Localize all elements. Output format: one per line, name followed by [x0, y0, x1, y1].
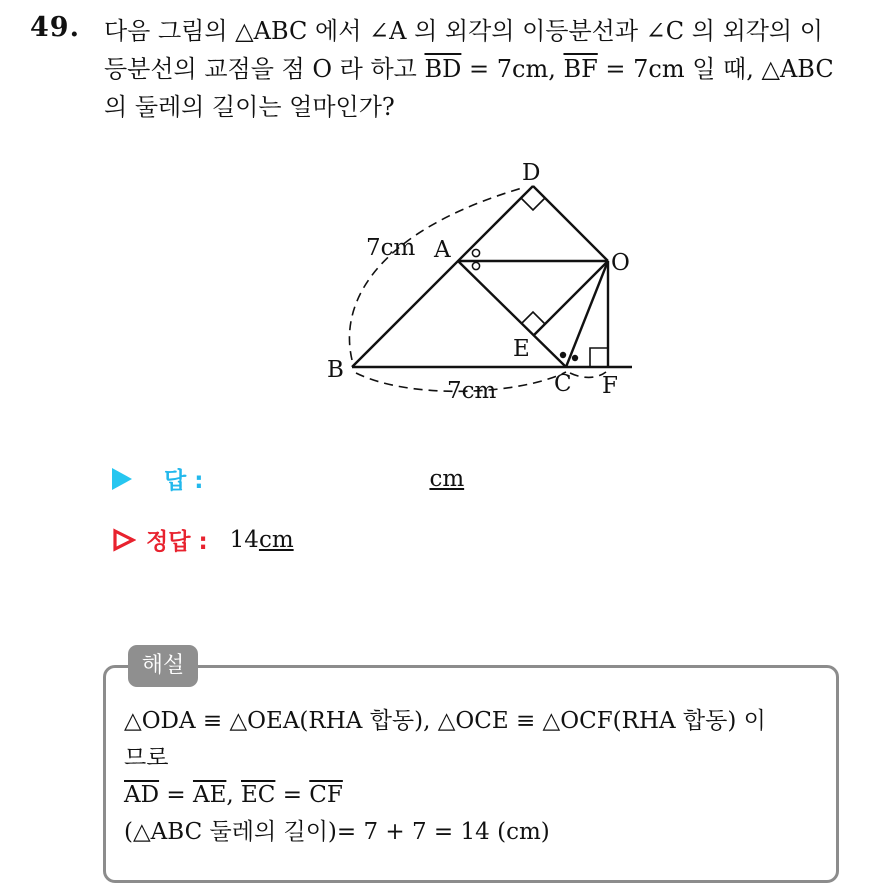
segment-ec: $\overline{EC}$ [241, 782, 276, 808]
segment-ae: $\overline{AE}$ [192, 782, 227, 808]
segment-ad: $\overline{AD}$ [124, 782, 160, 808]
question-number: 49. [30, 12, 80, 43]
label-len-bf: 7cm [447, 378, 497, 404]
label-b: B [327, 357, 344, 383]
line-ac [458, 261, 566, 367]
line-oc [566, 261, 608, 367]
solution-label: 정답 : [146, 529, 208, 555]
eq-ec-cf: = [275, 782, 310, 808]
triangle-lines [352, 186, 632, 367]
question-line-2-start: 등분선의 교점을 점 O 라 하고 [104, 55, 425, 83]
question-text [104, 12, 874, 126]
question-line-2 [104, 50, 874, 88]
line-do [533, 186, 608, 261]
explanation-line-4: (△ABC 둘레의 길이)= 7 + 7 = 14 (cm) [124, 819, 550, 845]
eq-bf: = 7cm 일 때, △ABC [597, 55, 834, 83]
solution-number: 14 [229, 526, 259, 553]
label-d: D [522, 160, 541, 186]
label-f: F [602, 373, 618, 399]
label-c: C [554, 371, 572, 397]
separator: , [226, 782, 241, 808]
label-e: E [513, 336, 530, 362]
explanation-line-1: △ODA ≡ △OEA(RHA 합동), △OCE ≡ △OCF(RHA 합동) 이 [124, 708, 766, 734]
question-line-3: 의 둘레의 길이는 얼마인가? [104, 93, 395, 121]
label-o: O [611, 250, 630, 276]
angle-circles [472, 249, 479, 269]
answer-row [112, 462, 464, 495]
eq-bd: = 7cm, [461, 55, 564, 83]
solution-unit: cm [258, 526, 294, 553]
explanation-text [124, 703, 766, 851]
segment-cf: $\overline{CF}$ [309, 782, 343, 808]
explanation-line-2: 므로 [124, 745, 169, 771]
segment-bd: $\overline{BD}$ [424, 55, 462, 83]
answer-input-blank[interactable]: cm [429, 465, 465, 492]
outline-arrow-icon [112, 528, 136, 552]
explanation-line-3 [124, 777, 766, 814]
play-arrow-icon [112, 468, 132, 490]
eq-ad-ae: = [159, 782, 193, 808]
label-a: A [434, 237, 451, 263]
right-angle-marks [521, 198, 608, 367]
solution-value [230, 527, 294, 553]
segment-bf: $\overline{BF}$ [563, 55, 598, 83]
answer-label: 답 : [164, 468, 204, 494]
geometry-figure [320, 150, 650, 410]
line-bd [352, 186, 533, 367]
line-oe [533, 261, 608, 336]
explanation-tag: 해설 [128, 645, 198, 687]
label-len-bd: 7cm [366, 235, 416, 261]
question-line-1: 다음 그림의 △ABC 에서 ∠A 의 외각의 이등분선과 ∠C 의 외각의 이 [104, 17, 823, 45]
solution-row [112, 523, 294, 556]
